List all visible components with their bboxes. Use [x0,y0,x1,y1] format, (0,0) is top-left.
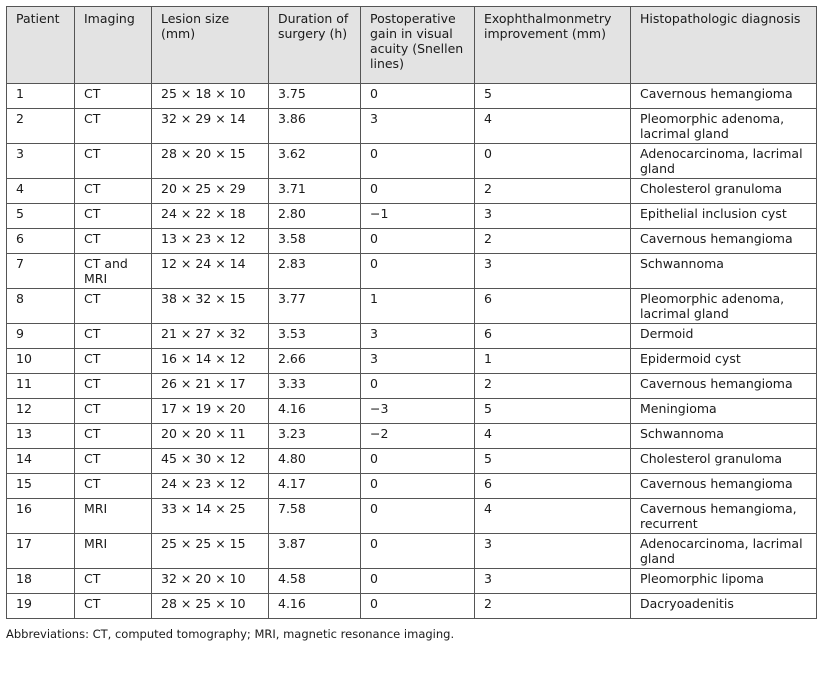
table-cell: 5 [475,84,631,109]
table-cell: 24 × 23 × 12 [152,474,269,499]
table-cell: 2 [475,374,631,399]
table-cell: CT [75,204,152,229]
column-header: Patient [7,7,75,84]
table-cell: 4.16 [269,399,361,424]
table-cell: 32 × 29 × 14 [152,109,269,144]
table-row [7,569,817,594]
table-cell: 38 × 32 × 15 [152,289,269,324]
table-cell: 2.83 [269,254,361,289]
table-cell: 2.80 [269,204,361,229]
table-cell: 6 [475,289,631,324]
table-cell: 14 [7,449,75,474]
table-cell: CT [75,569,152,594]
table-cell: 2 [475,594,631,619]
table-cell: 18 [7,569,75,594]
table-cell: CT [75,399,152,424]
table-cell: 15 [7,474,75,499]
table-cell: 4 [475,499,631,534]
table-cell: −1 [361,204,475,229]
table-cell: 3 [361,109,475,144]
table-cell: 5 [7,204,75,229]
column-header: Lesion size (mm) [152,7,269,84]
table-row [7,424,817,449]
table-cell: 17 × 19 × 20 [152,399,269,424]
table-cell: CT [75,374,152,399]
table-cell: 4 [475,109,631,144]
table-row [7,144,817,179]
table-row [7,229,817,254]
table-cell: 3 [475,204,631,229]
table-header-row [7,7,817,84]
table-cell: Adenocarcinoma, lacrimal gland [631,534,817,569]
table-cell: 5 [475,449,631,474]
table-cell: CT and MRI [75,254,152,289]
table-cell: 0 [361,179,475,204]
table-cell: 0 [361,534,475,569]
table-cell: CT [75,449,152,474]
table-cell: 2 [475,229,631,254]
table-cell: 4 [7,179,75,204]
table-row [7,349,817,374]
table-row [7,179,817,204]
table-cell: Schwannoma [631,424,817,449]
data-table [6,6,817,619]
table-cell: 3.71 [269,179,361,204]
table-cell: Meningioma [631,399,817,424]
table-cell: 28 × 25 × 10 [152,594,269,619]
table-cell: 0 [361,474,475,499]
table-cell: 13 × 23 × 12 [152,229,269,254]
table-cell: 3.58 [269,229,361,254]
column-header: Histopathologic diagnosis [631,7,817,84]
table-cell: Cholesterol granuloma [631,449,817,474]
table-cell: Schwannoma [631,254,817,289]
table-cell: 28 × 20 × 15 [152,144,269,179]
table-cell: 12 × 24 × 14 [152,254,269,289]
table-body [7,84,817,619]
table-cell: 0 [361,229,475,254]
table-row [7,289,817,324]
table-cell: 4.16 [269,594,361,619]
table-cell: 9 [7,324,75,349]
table-cell: Pleomorphic lipoma [631,569,817,594]
table-cell: Dacryoadenitis [631,594,817,619]
table-cell: 4 [475,424,631,449]
table-cell: 1 [7,84,75,109]
table-row [7,534,817,569]
table-cell: 10 [7,349,75,374]
table-row [7,254,817,289]
table-cell: 3.53 [269,324,361,349]
table-cell: 0 [475,144,631,179]
table-cell: 20 × 20 × 11 [152,424,269,449]
table-cell: Epithelial inclusion cyst [631,204,817,229]
table-cell: 24 × 22 × 18 [152,204,269,229]
table-cell: Pleomorphic adenoma, lacrimal gland [631,109,817,144]
table-cell: 32 × 20 × 10 [152,569,269,594]
table-cell: 3.87 [269,534,361,569]
table-cell: 33 × 14 × 25 [152,499,269,534]
table-cell: 0 [361,84,475,109]
table-cell: 7.58 [269,499,361,534]
table-cell: 16 × 14 × 12 [152,349,269,374]
table-cell: 4.80 [269,449,361,474]
table-cell: Adenocarcinoma, lacrimal gland [631,144,817,179]
table-cell: 16 [7,499,75,534]
table-cell: 2 [475,179,631,204]
column-header: Imaging [75,7,152,84]
table-cell: 12 [7,399,75,424]
table-cell: Pleomorphic adenoma, lacrimal gland [631,289,817,324]
table-row [7,204,817,229]
table-cell: 8 [7,289,75,324]
table-cell: −3 [361,399,475,424]
table-cell: 7 [7,254,75,289]
table-cell: −2 [361,424,475,449]
table-cell: 4.17 [269,474,361,499]
table-cell: CT [75,324,152,349]
table-cell: 1 [361,289,475,324]
table-cell: 3.77 [269,289,361,324]
table-row [7,399,817,424]
table-cell: CT [75,84,152,109]
table-cell: 20 × 25 × 29 [152,179,269,204]
table-cell: CT [75,594,152,619]
table-cell: 3 [361,349,475,374]
table-cell: 25 × 18 × 10 [152,84,269,109]
table-cell: MRI [75,534,152,569]
table-cell: 0 [361,144,475,179]
table-cell: 3 [475,534,631,569]
table-cell: 3.33 [269,374,361,399]
table-row [7,324,817,349]
table-cell: 25 × 25 × 15 [152,534,269,569]
table-cell: MRI [75,499,152,534]
table-cell: 3 [361,324,475,349]
table-cell: 0 [361,569,475,594]
table-cell: 3 [7,144,75,179]
table-cell: 45 × 30 × 12 [152,449,269,474]
table-cell: CT [75,109,152,144]
table-row [7,449,817,474]
table-cell: 3 [475,254,631,289]
table-cell: 21 × 27 × 32 [152,324,269,349]
table-cell: Cavernous hemangioma [631,474,817,499]
table-cell: 2.66 [269,349,361,374]
table-footnote: Abbreviations: CT, computed tomography; MRI, magnetic resonance imaging. [6,627,455,641]
table-cell: CT [75,474,152,499]
table-cell: Cavernous hemangioma [631,229,817,254]
table-cell: 6 [475,324,631,349]
table-cell: 0 [361,499,475,534]
table-cell: 6 [475,474,631,499]
table-cell: Cavernous hemangioma, recurrent [631,499,817,534]
table-container [6,6,816,641]
table-cell: 19 [7,594,75,619]
table-cell: 26 × 21 × 17 [152,374,269,399]
table-cell: CT [75,229,152,254]
table-cell: Cavernous hemangioma [631,374,817,399]
table-cell: 4.58 [269,569,361,594]
table-cell: 3.62 [269,144,361,179]
table-cell: 17 [7,534,75,569]
table-cell: Dermoid [631,324,817,349]
table-cell: Cholesterol granuloma [631,179,817,204]
table-row [7,109,817,144]
table-cell: CT [75,144,152,179]
table-cell: 1 [475,349,631,374]
table-cell: 3 [475,569,631,594]
table-cell: 2 [7,109,75,144]
table-cell: 0 [361,594,475,619]
table-cell: CT [75,349,152,374]
table-cell: CT [75,424,152,449]
table-row [7,374,817,399]
table-cell: 11 [7,374,75,399]
column-header: Duration of surgery (h) [269,7,361,84]
table-cell: 0 [361,254,475,289]
table-cell: 3.86 [269,109,361,144]
table-cell: 0 [361,374,475,399]
table-row [7,594,817,619]
table-cell: 3.23 [269,424,361,449]
column-header: Postoperative gain in visual acuity (Snellen lines) [361,7,475,84]
table-row [7,84,817,109]
table-cell: 6 [7,229,75,254]
table-cell: 13 [7,424,75,449]
table-cell: CT [75,179,152,204]
table-cell: Epidermoid cyst [631,349,817,374]
table-cell: Cavernous hemangioma [631,84,817,109]
table-cell: 0 [361,449,475,474]
table-row [7,474,817,499]
table-cell: 3.75 [269,84,361,109]
column-header: Exophthalmonmetry improvement (mm) [475,7,631,84]
table-cell: CT [75,289,152,324]
table-cell: 5 [475,399,631,424]
table-row [7,499,817,534]
